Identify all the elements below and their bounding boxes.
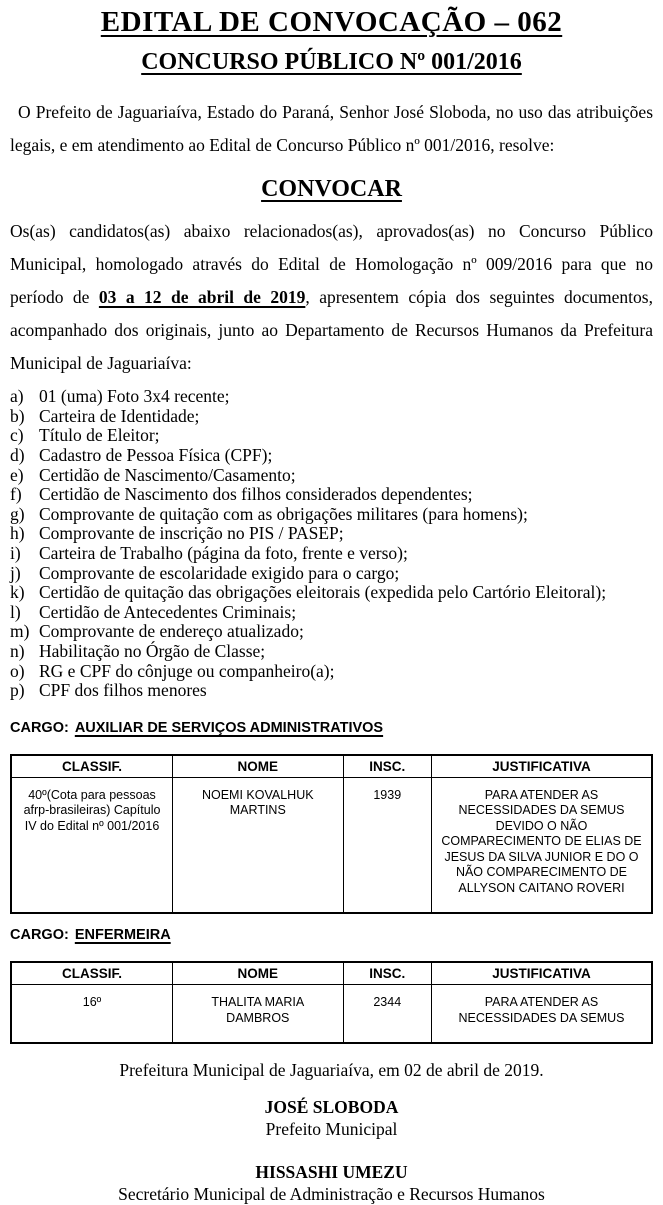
cargo-heading-auxiliar xyxy=(10,721,653,737)
list-item-text: Certidão de quitação das obrigações eleitorais (expedida pelo Cartório Eleitoral); xyxy=(39,582,607,603)
list-item-marker: o) xyxy=(10,660,25,681)
list-item-text: Habilitação no Órgão de Classe; xyxy=(39,640,266,661)
list-item-text: CPF dos filhos menores xyxy=(39,680,207,701)
convocation-date-range: 03 a 12 de abril de 2019 xyxy=(98,287,306,308)
cell-insc: 2344 xyxy=(343,985,431,1044)
convocation-paragraph xyxy=(10,215,653,380)
cargo-label: CARGO: xyxy=(10,719,69,736)
list-item xyxy=(10,544,653,564)
list-item-text: Certidão de Nascimento dos filhos considerados dependentes; xyxy=(39,484,473,505)
date-line: Prefeitura Municipal de Jaguariaíva, em 02 de abril de 2019. xyxy=(119,1060,544,1081)
column-header-classif: CLASSIF. xyxy=(11,962,173,985)
list-item-text: Carteira de Trabalho (página da foto, frente e verso); xyxy=(39,543,408,563)
list-item-marker: h) xyxy=(10,523,25,544)
column-header-nome: NOME xyxy=(173,962,344,985)
list-item xyxy=(10,622,653,642)
list-item xyxy=(10,564,653,584)
cell-classif: 16º xyxy=(11,985,173,1044)
cargo-table-enfermeira xyxy=(10,961,653,1044)
list-item xyxy=(10,662,653,682)
document-subtitle xyxy=(10,47,653,77)
list-item-marker: g) xyxy=(10,503,25,524)
list-item-text: Título de Eleitor; xyxy=(39,425,160,446)
list-item-marker: p) xyxy=(10,680,25,701)
list-item-text: Comprovante de escolaridade exigido para o cargo; xyxy=(39,562,400,583)
signature-secretario xyxy=(10,1161,653,1205)
list-item-text: 01 (uma) Foto 3x4 recente; xyxy=(39,386,230,407)
column-header-classif: CLASSIF. xyxy=(11,755,173,778)
list-item-marker: d) xyxy=(10,445,25,466)
list-item-text: Certidão de Antecedentes Criminais; xyxy=(39,601,297,622)
list-item-marker: n) xyxy=(10,640,25,661)
cell-nome: THALITA MARIA DAMBROS xyxy=(173,985,344,1044)
list-item-marker: a) xyxy=(10,386,24,407)
list-item-text: Carteira de Identidade; xyxy=(39,405,200,426)
list-item-marker: i) xyxy=(10,543,21,563)
list-item-marker: k) xyxy=(10,582,25,603)
cell-classif: 40º(Cota para pessoas afrp-brasileiras) Capítulo IV do Edital nº 001/2016 xyxy=(11,777,173,913)
list-item-text: Certidão de Nascimento/Casamento; xyxy=(39,464,296,485)
column-header-justificativa: JUSTIFICATIVA xyxy=(431,755,652,778)
signature-prefeito xyxy=(10,1096,653,1140)
signature-role: Secretário Municipal de Administração e Recursos Humanos xyxy=(118,1184,545,1205)
column-header-nome: NOME xyxy=(173,755,344,778)
table-row xyxy=(11,777,652,913)
intro-paragraph: O Prefeito de Jaguariaíva, Estado do Paraná, Senhor José Sloboda, no uso das atribuições legais, e em atendimento ao Edital de Concurso Público nº 001/2016, resolve: xyxy=(10,102,653,156)
cargo-name: AUXILIAR DE SERVIÇOS ADMINISTRATIVOS xyxy=(74,719,384,736)
list-item xyxy=(10,446,653,466)
list-item xyxy=(10,642,653,662)
column-header-insc: INSC. xyxy=(343,755,431,778)
list-item xyxy=(10,426,653,446)
list-item-marker: m) xyxy=(10,621,30,642)
document-title xyxy=(10,4,653,40)
list-item xyxy=(10,407,653,427)
cell-nome: NOEMI KOVALHUK MARTINS xyxy=(173,777,344,913)
list-item-marker: l) xyxy=(10,601,21,622)
list-item xyxy=(10,583,653,603)
list-item-marker: j) xyxy=(10,562,21,583)
document-subtitle-text: CONCURSO PÚBLICO Nº 001/2016 xyxy=(141,49,522,76)
list-item xyxy=(10,603,653,623)
list-item-marker: c) xyxy=(10,425,24,446)
table-header-row xyxy=(11,962,652,985)
list-item-marker: e) xyxy=(10,464,24,485)
list-item xyxy=(10,505,653,525)
required-documents-list xyxy=(10,387,653,701)
list-item xyxy=(10,485,653,505)
list-item-text: Comprovante de quitação com as obrigações militares (para homens); xyxy=(39,503,528,524)
list-item xyxy=(10,466,653,486)
list-item-text: Comprovante de endereço atualizado; xyxy=(39,621,304,642)
list-item xyxy=(10,387,653,407)
cargo-table-auxiliar xyxy=(10,754,653,915)
cell-insc: 1939 xyxy=(343,777,431,913)
table-row xyxy=(11,985,652,1044)
convocation-text-after: , apresentem cópia dos seguintes documentos, acompanhado dos originais, junto ao Departamento de Recursos Humanos da Prefeitura Municipal de Jaguariaíva: xyxy=(10,287,653,374)
list-item-text: Comprovante de inscrição no PIS / PASEP; xyxy=(39,523,344,544)
list-item-marker: f) xyxy=(10,484,22,505)
cargo-heading-enfermeira xyxy=(10,928,653,944)
column-header-insc: INSC. xyxy=(343,962,431,985)
cargo-label: CARGO: xyxy=(10,927,69,944)
convocation-text-before: Os(as) candidatos(as) abaixo relacionados(as), aprovados(as) no Concurso Público Municipal, homologado através do Edital de Homologação nº 009/2016 para que no período de xyxy=(10,221,653,308)
cargo-name: ENFERMEIRA xyxy=(74,927,171,944)
cell-justificativa: PARA ATENDER AS NECESSIDADES DA SEMUS DEVIDO O NÃO COMPARECIMENTO DE ELIAS DE JESUS DA SILVA JUNIOR E DO O NÃO COMPARECIMENTO DE ALLYSON CAITANO ROVERI xyxy=(431,777,652,913)
signature-name: HISSASHI UMEZU xyxy=(255,1162,408,1183)
list-item-text: RG e CPF do cônjuge ou companheiro(a); xyxy=(39,660,335,681)
signature-name: JOSÉ SLOBODA xyxy=(264,1097,399,1118)
convocar-heading-text: CONVOCAR xyxy=(261,176,402,203)
list-item-marker: b) xyxy=(10,405,25,426)
cell-justificativa: PARA ATENDER AS NECESSIDADES DA SEMUS xyxy=(431,985,652,1044)
convocar-heading xyxy=(10,174,653,204)
list-item xyxy=(10,681,653,701)
list-item xyxy=(10,524,653,544)
column-header-justificativa: JUSTIFICATIVA xyxy=(431,962,652,985)
document-title-text: EDITAL DE CONVOCAÇÃO – 062 xyxy=(100,6,563,38)
signature-role: Prefeito Municipal xyxy=(265,1119,398,1140)
list-item-text: Cadastro de Pessoa Física (CPF); xyxy=(39,445,273,466)
table-header-row xyxy=(11,755,652,778)
